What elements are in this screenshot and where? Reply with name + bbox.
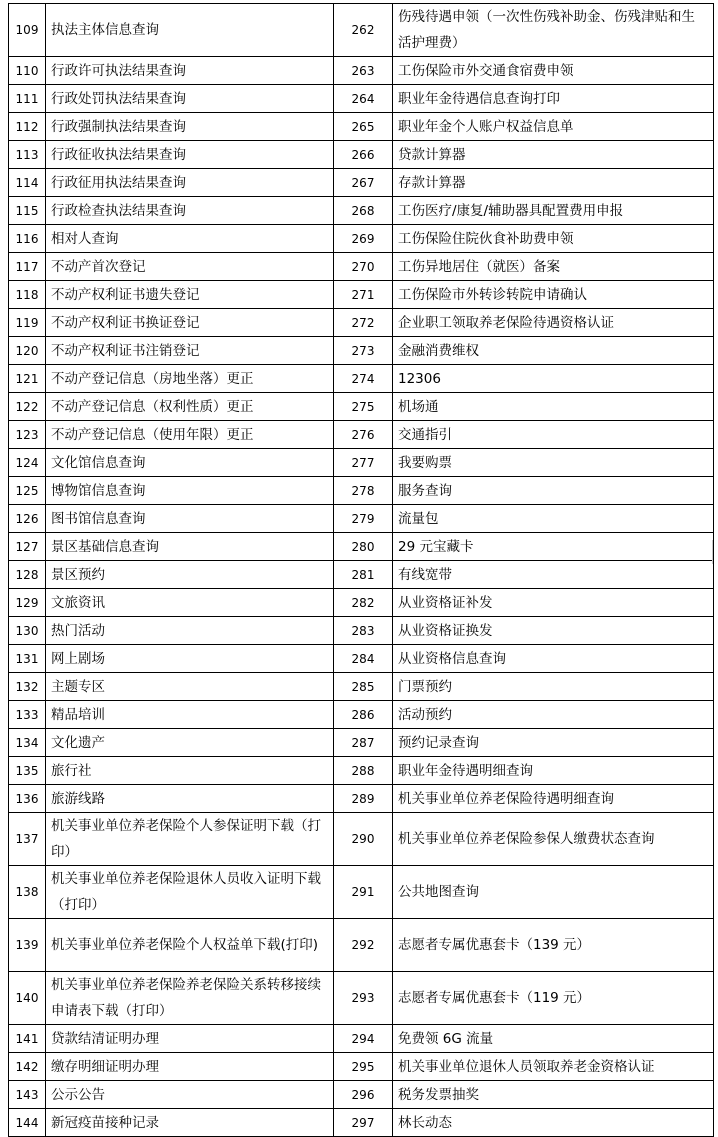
right-item-number: 263 bbox=[334, 57, 393, 85]
page-edge-marker bbox=[712, 540, 718, 564]
right-item-number: 272 bbox=[334, 309, 393, 337]
right-item-number: 291 bbox=[334, 866, 393, 919]
right-item-number: 292 bbox=[334, 919, 393, 972]
right-item-name: 志愿者专属优惠套卡（119 元） bbox=[393, 972, 714, 1025]
right-item-number: 267 bbox=[334, 169, 393, 197]
left-item-number: 141 bbox=[9, 1025, 46, 1053]
right-item-name: 职业年金待遇信息查询打印 bbox=[393, 85, 714, 113]
right-item-name: 活动预约 bbox=[393, 701, 714, 729]
right-item-number: 262 bbox=[334, 4, 393, 57]
right-item-name: 从业资格证补发 bbox=[393, 589, 714, 617]
left-item-name: 机关事业单位养老保险养老保险关系转移接续申请表下载（打印） bbox=[46, 972, 334, 1025]
right-item-name: 12306 bbox=[393, 365, 714, 393]
left-item-name: 缴存明细证明办理 bbox=[46, 1053, 334, 1081]
service-list-table bbox=[8, 3, 714, 1137]
left-item-name: 网上剧场 bbox=[46, 645, 334, 673]
right-item-number: 276 bbox=[334, 421, 393, 449]
table-row bbox=[9, 421, 714, 449]
table-row bbox=[9, 589, 714, 617]
right-item-number: 295 bbox=[334, 1053, 393, 1081]
left-item-number: 111 bbox=[9, 85, 46, 113]
left-item-number: 119 bbox=[9, 309, 46, 337]
right-item-name: 志愿者专属优惠套卡（139 元） bbox=[393, 919, 714, 972]
left-item-number: 117 bbox=[9, 253, 46, 281]
right-item-name: 工伤医疗/康复/辅助器具配置费用申报 bbox=[393, 197, 714, 225]
right-item-number: 269 bbox=[334, 225, 393, 253]
left-item-number: 116 bbox=[9, 225, 46, 253]
table-row bbox=[9, 225, 714, 253]
table-row bbox=[9, 365, 714, 393]
right-item-name: 伤残待遇申领（一次性伤残补助金、伤残津贴和生活护理费） bbox=[393, 4, 714, 57]
right-item-number: 294 bbox=[334, 1025, 393, 1053]
right-item-name: 职业年金个人账户权益信息单 bbox=[393, 113, 714, 141]
table-row bbox=[9, 169, 714, 197]
left-item-number: 118 bbox=[9, 281, 46, 309]
left-item-name: 热门活动 bbox=[46, 617, 334, 645]
right-item-name: 存款计算器 bbox=[393, 169, 714, 197]
table-row bbox=[9, 673, 714, 701]
left-item-number: 123 bbox=[9, 421, 46, 449]
right-item-number: 265 bbox=[334, 113, 393, 141]
left-item-number: 110 bbox=[9, 57, 46, 85]
right-item-name: 流量包 bbox=[393, 505, 714, 533]
table-row bbox=[9, 477, 714, 505]
right-item-name: 门票预约 bbox=[393, 673, 714, 701]
right-item-name: 有线宽带 bbox=[393, 561, 714, 589]
left-item-name: 不动产登记信息（房地坐落）更正 bbox=[46, 365, 334, 393]
left-item-number: 143 bbox=[9, 1081, 46, 1109]
table-row bbox=[9, 1081, 714, 1109]
left-item-number: 138 bbox=[9, 866, 46, 919]
left-item-name: 行政检查执法结果查询 bbox=[46, 197, 334, 225]
left-item-name: 机关事业单位养老保险个人参保证明下载（打印） bbox=[46, 813, 334, 866]
left-item-number: 136 bbox=[9, 785, 46, 813]
table-row bbox=[9, 505, 714, 533]
table-row bbox=[9, 866, 714, 919]
right-item-number: 288 bbox=[334, 757, 393, 785]
right-item-name: 从业资格信息查询 bbox=[393, 645, 714, 673]
left-item-number: 137 bbox=[9, 813, 46, 866]
left-item-number: 134 bbox=[9, 729, 46, 757]
right-item-name: 机关事业单位养老保险待遇明细查询 bbox=[393, 785, 714, 813]
right-item-name: 29 元宝藏卡 bbox=[393, 533, 714, 561]
left-item-name: 不动产权利证书换证登记 bbox=[46, 309, 334, 337]
left-item-name: 主题专区 bbox=[46, 673, 334, 701]
table-row bbox=[9, 281, 714, 309]
left-item-name: 精品培训 bbox=[46, 701, 334, 729]
table-row bbox=[9, 141, 714, 169]
table-row bbox=[9, 113, 714, 141]
right-item-name: 工伤异地居住（就医）备案 bbox=[393, 253, 714, 281]
right-item-name: 税务发票抽奖 bbox=[393, 1081, 714, 1109]
right-item-number: 289 bbox=[334, 785, 393, 813]
right-item-name: 金融消费维权 bbox=[393, 337, 714, 365]
right-item-name: 机关事业单位退休人员领取养老金资格认证 bbox=[393, 1053, 714, 1081]
left-item-name: 景区预约 bbox=[46, 561, 334, 589]
left-item-name: 图书馆信息查询 bbox=[46, 505, 334, 533]
right-item-number: 277 bbox=[334, 449, 393, 477]
table-row bbox=[9, 337, 714, 365]
left-item-name: 旅行社 bbox=[46, 757, 334, 785]
left-item-name: 行政征收执法结果查询 bbox=[46, 141, 334, 169]
left-item-number: 109 bbox=[9, 4, 46, 57]
left-item-number: 120 bbox=[9, 337, 46, 365]
table-row bbox=[9, 617, 714, 645]
table-row bbox=[9, 1025, 714, 1053]
right-item-number: 275 bbox=[334, 393, 393, 421]
left-item-number: 144 bbox=[9, 1109, 46, 1137]
left-item-name: 文化遗产 bbox=[46, 729, 334, 757]
table-row bbox=[9, 393, 714, 421]
right-item-number: 280 bbox=[334, 533, 393, 561]
right-item-number: 286 bbox=[334, 701, 393, 729]
left-item-number: 135 bbox=[9, 757, 46, 785]
table-row bbox=[9, 4, 714, 57]
left-item-name: 景区基础信息查询 bbox=[46, 533, 334, 561]
left-item-name: 不动产权利证书注销登记 bbox=[46, 337, 334, 365]
right-item-name: 职业年金待遇明细查询 bbox=[393, 757, 714, 785]
right-item-number: 281 bbox=[334, 561, 393, 589]
right-item-name: 工伤保险市外转诊转院申请确认 bbox=[393, 281, 714, 309]
right-item-number: 271 bbox=[334, 281, 393, 309]
right-item-name: 工伤保险市外交通食宿费申领 bbox=[393, 57, 714, 85]
left-item-number: 129 bbox=[9, 589, 46, 617]
table-row bbox=[9, 85, 714, 113]
right-item-number: 282 bbox=[334, 589, 393, 617]
left-item-name: 不动产权利证书遗失登记 bbox=[46, 281, 334, 309]
table-row bbox=[9, 645, 714, 673]
left-item-name: 旅游线路 bbox=[46, 785, 334, 813]
left-item-number: 142 bbox=[9, 1053, 46, 1081]
left-item-name: 机关事业单位养老保险个人权益单下载(打印) bbox=[46, 919, 334, 972]
table-row bbox=[9, 561, 714, 589]
table-row bbox=[9, 533, 714, 561]
left-item-name: 行政征用执法结果查询 bbox=[46, 169, 334, 197]
right-item-number: 296 bbox=[334, 1081, 393, 1109]
table-row bbox=[9, 1053, 714, 1081]
right-item-name: 公共地图查询 bbox=[393, 866, 714, 919]
right-item-name: 工伤保险住院伙食补助费申领 bbox=[393, 225, 714, 253]
right-item-number: 266 bbox=[334, 141, 393, 169]
left-item-number: 132 bbox=[9, 673, 46, 701]
left-item-name: 行政许可执法结果查询 bbox=[46, 57, 334, 85]
left-item-name: 机关事业单位养老保险退休人员收入证明下载（打印） bbox=[46, 866, 334, 919]
left-item-number: 128 bbox=[9, 561, 46, 589]
left-item-number: 133 bbox=[9, 701, 46, 729]
table-row bbox=[9, 253, 714, 281]
left-item-name: 贷款结清证明办理 bbox=[46, 1025, 334, 1053]
left-item-number: 122 bbox=[9, 393, 46, 421]
table-row bbox=[9, 919, 714, 972]
right-item-number: 278 bbox=[334, 477, 393, 505]
table-row bbox=[9, 813, 714, 866]
left-item-number: 113 bbox=[9, 141, 46, 169]
left-item-name: 行政处罚执法结果查询 bbox=[46, 85, 334, 113]
right-item-name: 贷款计算器 bbox=[393, 141, 714, 169]
table-row bbox=[9, 309, 714, 337]
right-item-name: 交通指引 bbox=[393, 421, 714, 449]
right-item-number: 270 bbox=[334, 253, 393, 281]
right-item-number: 297 bbox=[334, 1109, 393, 1137]
left-item-number: 140 bbox=[9, 972, 46, 1025]
left-item-name: 不动产首次登记 bbox=[46, 253, 334, 281]
right-item-number: 274 bbox=[334, 365, 393, 393]
table-row bbox=[9, 785, 714, 813]
table-row bbox=[9, 972, 714, 1025]
right-item-name: 服务查询 bbox=[393, 477, 714, 505]
left-item-number: 131 bbox=[9, 645, 46, 673]
right-item-name: 机场通 bbox=[393, 393, 714, 421]
left-item-name: 文旅资讯 bbox=[46, 589, 334, 617]
left-item-name: 行政强制执法结果查询 bbox=[46, 113, 334, 141]
left-item-name: 执法主体信息查询 bbox=[46, 4, 334, 57]
left-item-name: 新冠疫苗接种记录 bbox=[46, 1109, 334, 1137]
right-item-number: 264 bbox=[334, 85, 393, 113]
right-item-name: 企业职工领取养老保险待遇资格认证 bbox=[393, 309, 714, 337]
table-row bbox=[9, 1109, 714, 1137]
left-item-number: 130 bbox=[9, 617, 46, 645]
table-row bbox=[9, 757, 714, 785]
left-item-number: 121 bbox=[9, 365, 46, 393]
left-item-number: 114 bbox=[9, 169, 46, 197]
table-row bbox=[9, 449, 714, 477]
left-item-number: 127 bbox=[9, 533, 46, 561]
service-list-body bbox=[9, 4, 714, 1137]
right-item-number: 287 bbox=[334, 729, 393, 757]
right-item-name: 林长动态 bbox=[393, 1109, 714, 1137]
left-item-name: 文化馆信息查询 bbox=[46, 449, 334, 477]
right-item-name: 预约记录查询 bbox=[393, 729, 714, 757]
right-item-name: 我要购票 bbox=[393, 449, 714, 477]
right-item-number: 268 bbox=[334, 197, 393, 225]
left-item-number: 125 bbox=[9, 477, 46, 505]
right-item-number: 284 bbox=[334, 645, 393, 673]
left-item-name: 公示公告 bbox=[46, 1081, 334, 1109]
left-item-name: 不动产登记信息（权利性质）更正 bbox=[46, 393, 334, 421]
right-item-name: 机关事业单位养老保险参保人缴费状态查询 bbox=[393, 813, 714, 866]
table-row bbox=[9, 729, 714, 757]
left-item-number: 124 bbox=[9, 449, 46, 477]
left-item-name: 相对人查询 bbox=[46, 225, 334, 253]
left-item-number: 139 bbox=[9, 919, 46, 972]
right-item-name: 免费领 6G 流量 bbox=[393, 1025, 714, 1053]
left-item-name: 博物馆信息查询 bbox=[46, 477, 334, 505]
left-item-number: 126 bbox=[9, 505, 46, 533]
right-item-name: 从业资格证换发 bbox=[393, 617, 714, 645]
right-item-number: 279 bbox=[334, 505, 393, 533]
right-item-number: 290 bbox=[334, 813, 393, 866]
table-row bbox=[9, 701, 714, 729]
table-row bbox=[9, 57, 714, 85]
left-item-number: 112 bbox=[9, 113, 46, 141]
right-item-number: 285 bbox=[334, 673, 393, 701]
left-item-name: 不动产登记信息（使用年限）更正 bbox=[46, 421, 334, 449]
table-row bbox=[9, 197, 714, 225]
right-item-number: 283 bbox=[334, 617, 393, 645]
left-item-number: 115 bbox=[9, 197, 46, 225]
right-item-number: 293 bbox=[334, 972, 393, 1025]
right-item-number: 273 bbox=[334, 337, 393, 365]
